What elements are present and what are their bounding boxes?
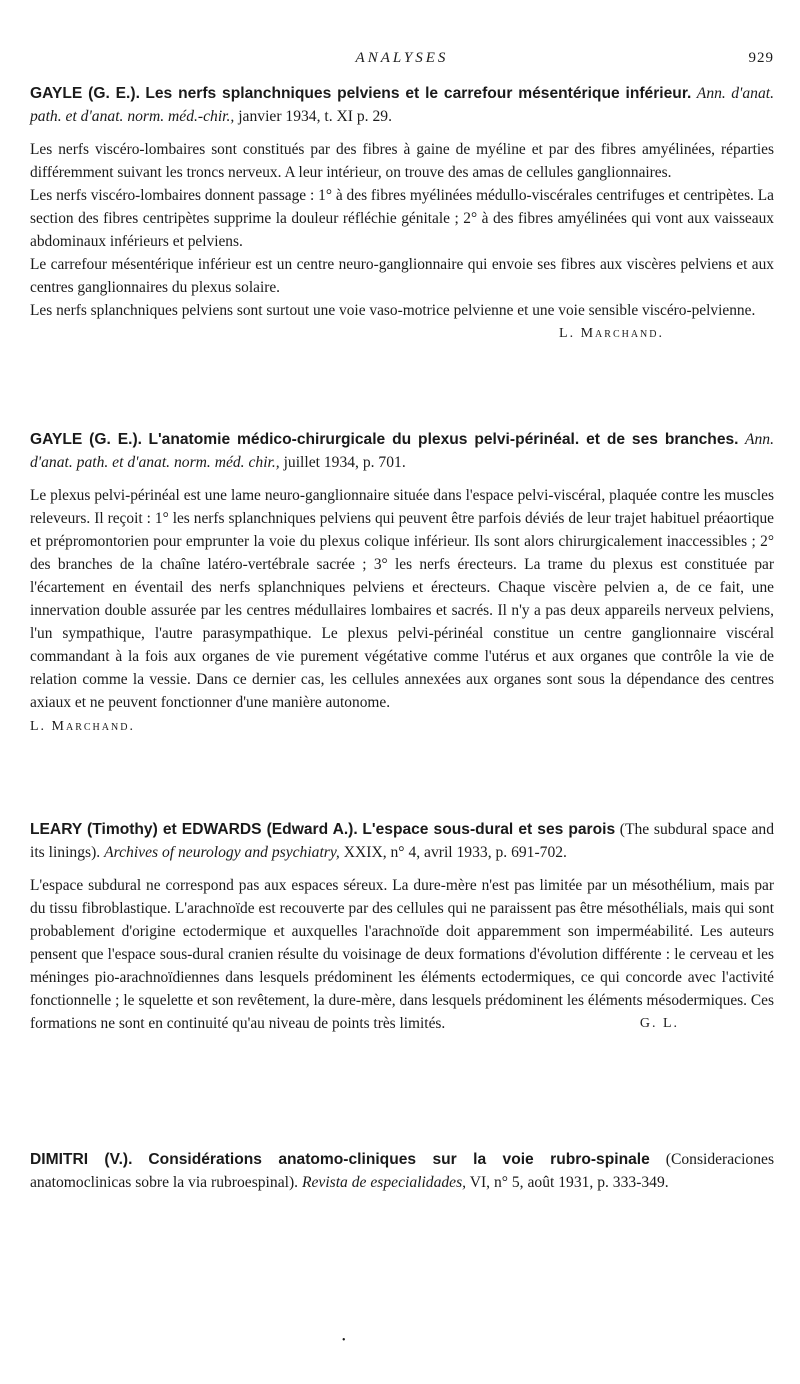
entry-paragraph: Le carrefour mésentérique inférieur est un centre neuro-ganglionnaire qui envoie ses fibres aux viscères pelviens et aux centres ganglionnaires du plexus solaire. bbox=[30, 256, 774, 296]
abstract-entry bbox=[30, 428, 774, 738]
entry-journal: Revista de especialidades, bbox=[301, 1174, 467, 1191]
entry-paragraph: Le plexus pelvi-périnéal est une lame neuro-ganglionnaire située dans l'espace pelvi-viscéral, plaquée contre les muscles releveurs. Il reçoit : 1° les nerfs splanchniques pelviens qui peuvent être parfois déviés de leur trajet habituel préaortique et prépromontorien pour emprunter la voie du plexus colique inférieur. Ils sont alors chirurgicalement inaccessibles ; 2° des branches de la chaîne latéro-vertébrale sacrée ; 3° les nerfs érecteurs. La trame du plexus est constituée par l'écartement en éventail des nerfs splanchniques pelviens et érecteurs. Chaque viscère pelvien a, de ce fait, une innervation double assurée par les centres médullaires lombaires et sacrés. Il n'y a pas deux appareils nerveux pelviens, l'un sympathique, l'autre parasympathique. Le plexus pelvi-périnéal constitue un centre ganglionnaire viscéral commandant à la fois aux organes de vie purement végétative comme l'utérus et aux organes que contrôle la vie de relation comme la vessie. Dans ce dernier cas, les cellules annexées aux organes sont sous la dépendance des centres axiaux et ne peuvent fonctionner d'une manière autonome. bbox=[30, 487, 774, 711]
running-head bbox=[30, 50, 774, 70]
entry-signature: G. L. bbox=[639, 1016, 679, 1031]
entry-reference: janvier 1934, t. XI p. 29. bbox=[238, 108, 392, 125]
entry-signature-line bbox=[30, 714, 774, 738]
entry-reference: XXIX, n° 4, avril 1933, p. 691-702. bbox=[343, 844, 567, 861]
entry-heading bbox=[30, 818, 774, 864]
entry-paragraph bbox=[30, 299, 774, 341]
entry-signature: L. Marchand. bbox=[559, 326, 664, 341]
entry-journal: Ann. d'anat. path. et d'anat. norm. méd.-chir., bbox=[30, 85, 774, 125]
entry-paragraph-text: L'espace subdural ne correspond pas aux espaces séreux. La dure-mère n'est pas limitée par un mésothélium, mais par du tissu fibroblastique. L'arachnoïde est recouverte par des cellules qui ne paraissent pas être mésothélials, mais qui sont probablement d'origine ectodermique et auxquelles l'arachnoïde doit apparemment son imperméabilité. Les auteurs pensent que l'espace sous-dural cranien résulte du voisinage de deux formations d'évolution différente : le cerveau et les méninges pio-arachnoïdiennes dans lesquels prédominent les éléments ectodermiques, ce qui concorde avec l'activité fonctionnelle ; le squelette et son revêtement, la dure-mère, dans lesquels prédominent les éléments mésodermiques. Ces formations ne sont en continuité qu'au niveau de points très limités. bbox=[30, 877, 774, 1032]
entry-journal: Archives of neurology and psychiatry, bbox=[104, 844, 340, 861]
entry-title: Considérations anatomo-cliniques sur la voie rubro-spinale bbox=[148, 1151, 650, 1168]
entry-paragraph-text: Les nerfs splanchniques pelviens sont surtout une voie vaso-motrice pelvienne et une voie sensible viscéro-pelvienne. bbox=[30, 302, 756, 319]
entry-author: GAYLE (G. E.). bbox=[30, 431, 142, 448]
abstract-entry bbox=[30, 82, 774, 345]
entry-title: L'anatomie médico-chirurgicale du plexus pelvi-périnéal. et de ses branches. bbox=[148, 431, 739, 448]
entry-heading bbox=[30, 428, 774, 474]
entry-subtitle: (Consideraciones anatomoclinicas sobre la via rubroespinal). bbox=[30, 1151, 775, 1191]
entry-paragraph bbox=[30, 874, 774, 1035]
abstract-entry bbox=[30, 818, 774, 1035]
entry-journal: Ann. d'anat. path. et d'anat. norm. méd. chir., bbox=[30, 431, 774, 471]
entry-paragraph: Les nerfs viscéro-lombaires donnent passage : 1° à des fibres myélinées médullo-viscérales centrifuges et centripètes. La section des fibres centripètes supprime la douleur réfléchie génitale ; 2° à des fibres amyélinées qui vont aux vaisseaux abdominaux inférieurs et pelviens. bbox=[30, 187, 774, 250]
entry-title: Les nerfs splanchniques pelviens et le carrefour mésentérique inférieur. bbox=[145, 85, 692, 102]
entry-body bbox=[30, 138, 774, 341]
entry-author: DIMITRI (V.). bbox=[30, 1151, 133, 1168]
page-number: 929 bbox=[748, 50, 774, 66]
entry-author: LEARY (Timothy) et EDWARDS (Edward A.). bbox=[30, 821, 358, 838]
entry-heading bbox=[30, 82, 774, 128]
stray-ink-mark: • bbox=[342, 1335, 346, 1346]
running-head-title: ANALYSES bbox=[355, 50, 449, 66]
abstract-entry bbox=[30, 1148, 774, 1194]
entry-author: GAYLE (G. E.). bbox=[30, 85, 140, 102]
entry-paragraph: Les nerfs viscéro-lombaires sont constitués par des fibres à gaine de myéline et par des fibres amyélinées, réparties différemment suivant les troncs nerveux. A leur intérieur, on trouve des amas de cellules ganglionnaires. bbox=[30, 141, 774, 181]
entry-heading bbox=[30, 1148, 774, 1194]
entry-signature: L. Marchand. bbox=[30, 719, 135, 734]
entry-subtitle: (The subdural space and its linings). bbox=[30, 821, 774, 861]
entry-reference: juillet 1934, p. 701. bbox=[283, 454, 406, 471]
entry-title: L'espace sous-dural et ses parois bbox=[362, 821, 616, 838]
entry-reference: VI, n° 5, août 1931, p. 333-349. bbox=[469, 1174, 669, 1191]
entry-body bbox=[30, 484, 774, 738]
entry-body bbox=[30, 874, 774, 1035]
